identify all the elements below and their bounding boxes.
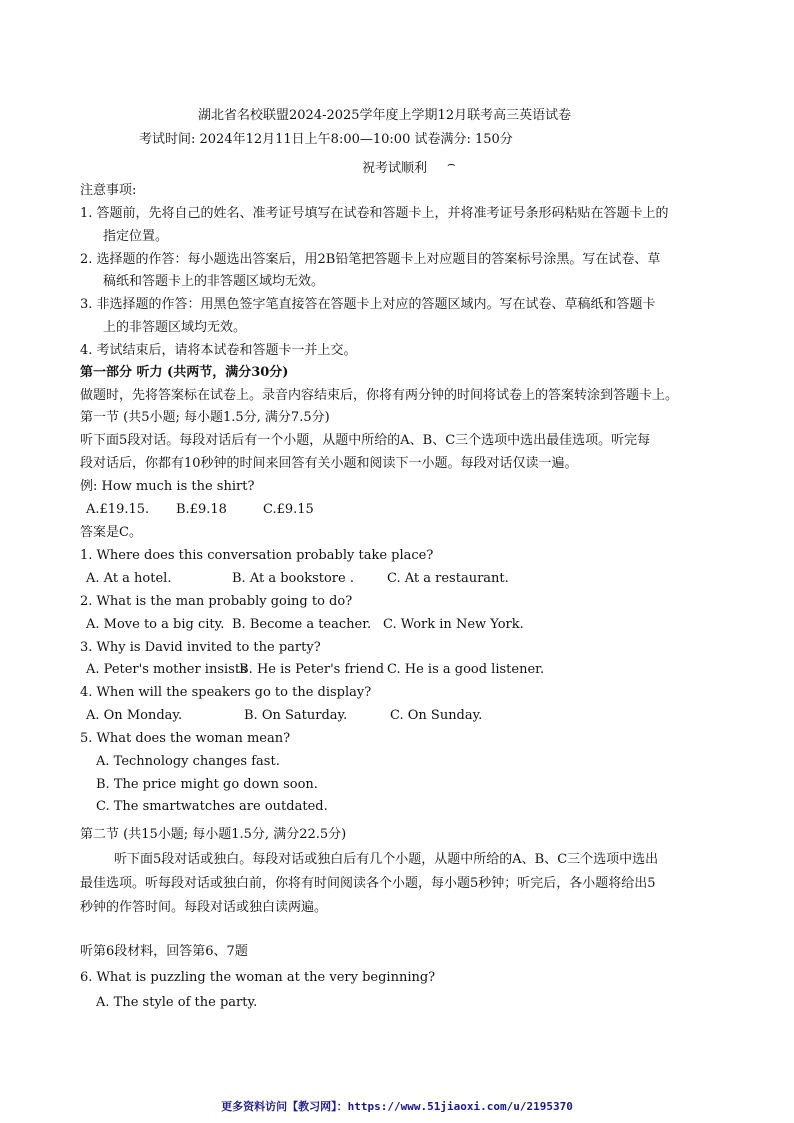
question-4-option-a: A. On Monday.	[86, 708, 183, 723]
part1-intro: 做题时，先将答案标在试卷上。录音内容结束后，你将有两分钟的时间将试卷上的答案转涂到答题卡上。	[80, 388, 679, 403]
question-2-option-c: C. Work in New York.	[383, 617, 524, 632]
question-2: 2. What is the man probably going to do?	[80, 594, 353, 609]
note-1-line-1: 1. 答题前，先将自己的姓名、准考证号填写在试卷和答题卡上，并将准考证号条形码粘贴在答题卡上的	[80, 206, 669, 221]
section2-instr-3: 秒钟的作答时间。每段对话或独白读两遍。	[80, 900, 328, 915]
note-4-line-1: 4. 考试结束后，请将本试卷和答题卡一并上交。	[80, 343, 357, 358]
example-answer: 答案是C。	[80, 525, 142, 540]
section1-instr-1: 听下面5段对话。每段对话后有一个小题，从题中所给的A、B、C三个选项中选出最佳选项。听完每	[80, 433, 651, 448]
question-6-option-a: A. The style of the party.	[96, 995, 258, 1010]
question-3-option-c: C. He is a good listener.	[387, 662, 545, 677]
note-3-line-2: 上的非答题区域均无效。	[103, 320, 247, 335]
section1-instr-2: 段对话后，你都有10秒钟的时间来回答有关小题和阅读下一小题。每段对话仅读一遍。	[80, 456, 578, 471]
material-6-heading: 听第6段材料，回答第6、7题	[80, 944, 248, 959]
question-1-option-c: C. At a restaurant.	[387, 571, 509, 586]
question-2-option-a: A. Move to a big city.	[86, 617, 225, 632]
question-1-option-a: A. At a hotel.	[86, 571, 172, 586]
section2-instr-2: 最佳选项。听每段对话或独白前，你将有时间阅读各个小题，每小题5秒钟；听完后，各小题将给出5	[80, 876, 656, 891]
question-3-option-a: A. Peter's mother insists	[86, 662, 247, 677]
question-3-option-b: .B. He is Peter's friend	[235, 662, 385, 677]
section2-heading: 第二节 (共15小题; 每小题1.5分, 满分22.5分)	[80, 827, 347, 842]
section2-instr-1: 听下面5段对话或独白。每段对话或独白后有几个小题，从题中所给的A、B、C三个选项中选出	[114, 852, 659, 867]
example-option-c: C.£9.15	[263, 502, 314, 517]
part1-heading: 第一部分 听力 (共两节，满分30分)	[80, 365, 289, 380]
question-5-option-b: B. The price might go down soon.	[96, 777, 318, 792]
question-3: 3. Why is David invited to the party?	[80, 640, 321, 655]
note-1-line-2: 指定位置。	[103, 229, 169, 244]
question-5: 5. What does the woman mean?	[80, 731, 291, 746]
example-question: 例: How much is the shirt?	[80, 479, 255, 494]
question-5-option-a: A. Technology changes fast.	[96, 754, 280, 769]
example-option-a: A.£19.15.	[86, 502, 150, 517]
notes-heading: 注意事项:	[80, 183, 137, 198]
footer-watermark: 更多资料访问【教习网】：https://www.51jiaoxi.com/u/2195370	[221, 1100, 573, 1113]
question-1-option-b: B. At a bookstore .	[232, 571, 354, 586]
question-4-option-c: C. On Sunday.	[390, 708, 483, 723]
note-2-line-1: 2. 选择题的作答：每小题选出答案后，用2B铅笔把答题卡上对应题目的答案标号涂黑。写在试卷、草	[80, 252, 661, 267]
question-6: 6. What is puzzling the woman at the very beginning?	[80, 970, 436, 985]
question-4-option-b: B. On Saturday.	[244, 708, 348, 723]
question-1: 1. Where does this conversation probably take place?	[80, 548, 434, 563]
question-4: 4. When will the speakers go to the display?	[80, 685, 372, 700]
question-2-option-b: B. Become a teacher.	[232, 617, 372, 632]
note-2-line-2: 稿纸和答题卡上的非答题区域均无效。	[103, 274, 325, 289]
blessing: 祝考试顺利	[362, 161, 428, 176]
section1-heading: 第一节 (共5小题; 每小题1.5分, 满分7.5分)	[80, 410, 330, 425]
page-title: 湖北省名校联盟2024-2025学年度上学期12月联考高三英语试卷	[198, 108, 572, 123]
example-option-b: B.£9.18	[176, 502, 227, 517]
question-5-option-c: C. The smartwatches are outdated.	[96, 799, 328, 814]
exam-info: 考试时间: 2024年12月11日上午8:00—10:00 试卷满分: 150分	[139, 132, 513, 147]
note-3-line-1: 3. 非选择题的作答：用黑色签字笔直接答在答题卡上对应的答题区域内。写在试卷、草稿纸和答题卡	[80, 297, 656, 312]
blessing-mark: ⌢	[447, 157, 456, 172]
